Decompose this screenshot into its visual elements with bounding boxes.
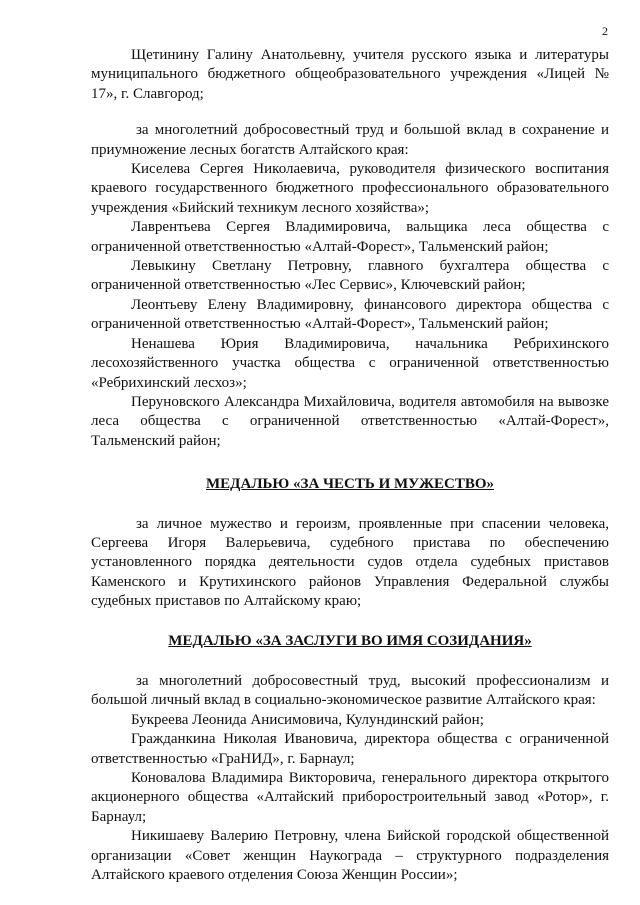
- paragraph-shchetinina: Щетинину Галину Анатольевну, учителя русского языка и литературы муниципального бюджетного общеобразовательного учреждения «Лицей № 17», г. Славгород;: [91, 47, 609, 102]
- paragraph-sergeev: за личное мужество и героизм, проявленные при спасении человека, Сергеева Игоря Валерьевича, судебного пристава по обеспечению установленного порядка деятельности судов отдела судебных приставов Каменского и Крутихинского районов Управления Федеральной службы судебных приставов по Алтайскому краю;: [91, 515, 609, 610]
- paragraph-grazhdankin: Гражданкина Николая Ивановича, директора общества с ограниченной ответственностью «ГраНИД», г. Барнаул;: [91, 731, 609, 767]
- paragraph-perunovsky: Перуновского Александра Михайловича, водителя автомобиля на вывозке леса общества с ограниченной ответственностью «Алтай-Форест», Тальменский район;: [91, 393, 609, 449]
- paragraph-konovalov: Коновалова Владимира Викторовича, генерального директора открытого акционерного общества «Алтайский приборостроительный завод «Ротор», г. Барнаул;: [91, 770, 609, 825]
- paragraph-forest-intro: за многолетний добросовестный труд и большой вклад в сохранение и приумножение лесных богатств Алтайского края:: [91, 122, 609, 158]
- paragraph-creation-intro: за многолетний добросовестный труд, высокий профессионализм и большой личный вклад в социально-экономическое развитие Алтайского края:: [91, 672, 609, 709]
- paragraph-bukreev: Букреева Леонида Анисимовича, Кулундинский район;: [131, 711, 484, 728]
- paragraph-levykina: Левыкину Светлану Петровну, главного бухгалтера общества с ограниченной ответственностью «Лес Сервис», Ключевский район;: [91, 258, 609, 294]
- paragraph-nikishaeva: Никишаеву Валерию Петровну, члена Бийской городской общественной организации «Совет женщин Наукограда – структурного подразделения Алтайского краевого отделения Союза Женщин России»;: [91, 828, 609, 884]
- paragraph-leontyeva: Леонтьеву Елену Владимировну, финансового директора общества с ограниченной ответственностью «Алтай-Форест», Тальменский район;: [91, 296, 609, 333]
- heading-creation-merit-medal: МЕДАЛЬЮ «ЗА ЗАСЛУГИ ВО ИМЯ СОЗИДАНИЯ»: [168, 632, 532, 649]
- document-body: [91, 46, 609, 885]
- paragraph-lavrentyev: Лаврентьева Сергея Владимировича, вальщика леса общества с ограниченной ответственностью «Алтай-Форест», Тальменский район;: [91, 219, 609, 255]
- paragraph-nenashev: Ненашева Юрия Владимировича, начальника Ребрихинского лесохозяйственного участка общества с ограниченной ответственностью «Ребрихинский лесхоз»;: [91, 335, 609, 391]
- page-number: 2: [602, 24, 608, 38]
- paragraph-kiselev: Киселева Сергея Николаевича, руководителя физического воспитания краевого государственного бюджетного профессионального образовательного учреждения «Бийский техникум лесного хозяйства»;: [91, 161, 609, 216]
- heading-honor-courage-medal: МЕДАЛЬЮ «ЗА ЧЕСТЬ И МУЖЕСТВО»: [206, 476, 494, 493]
